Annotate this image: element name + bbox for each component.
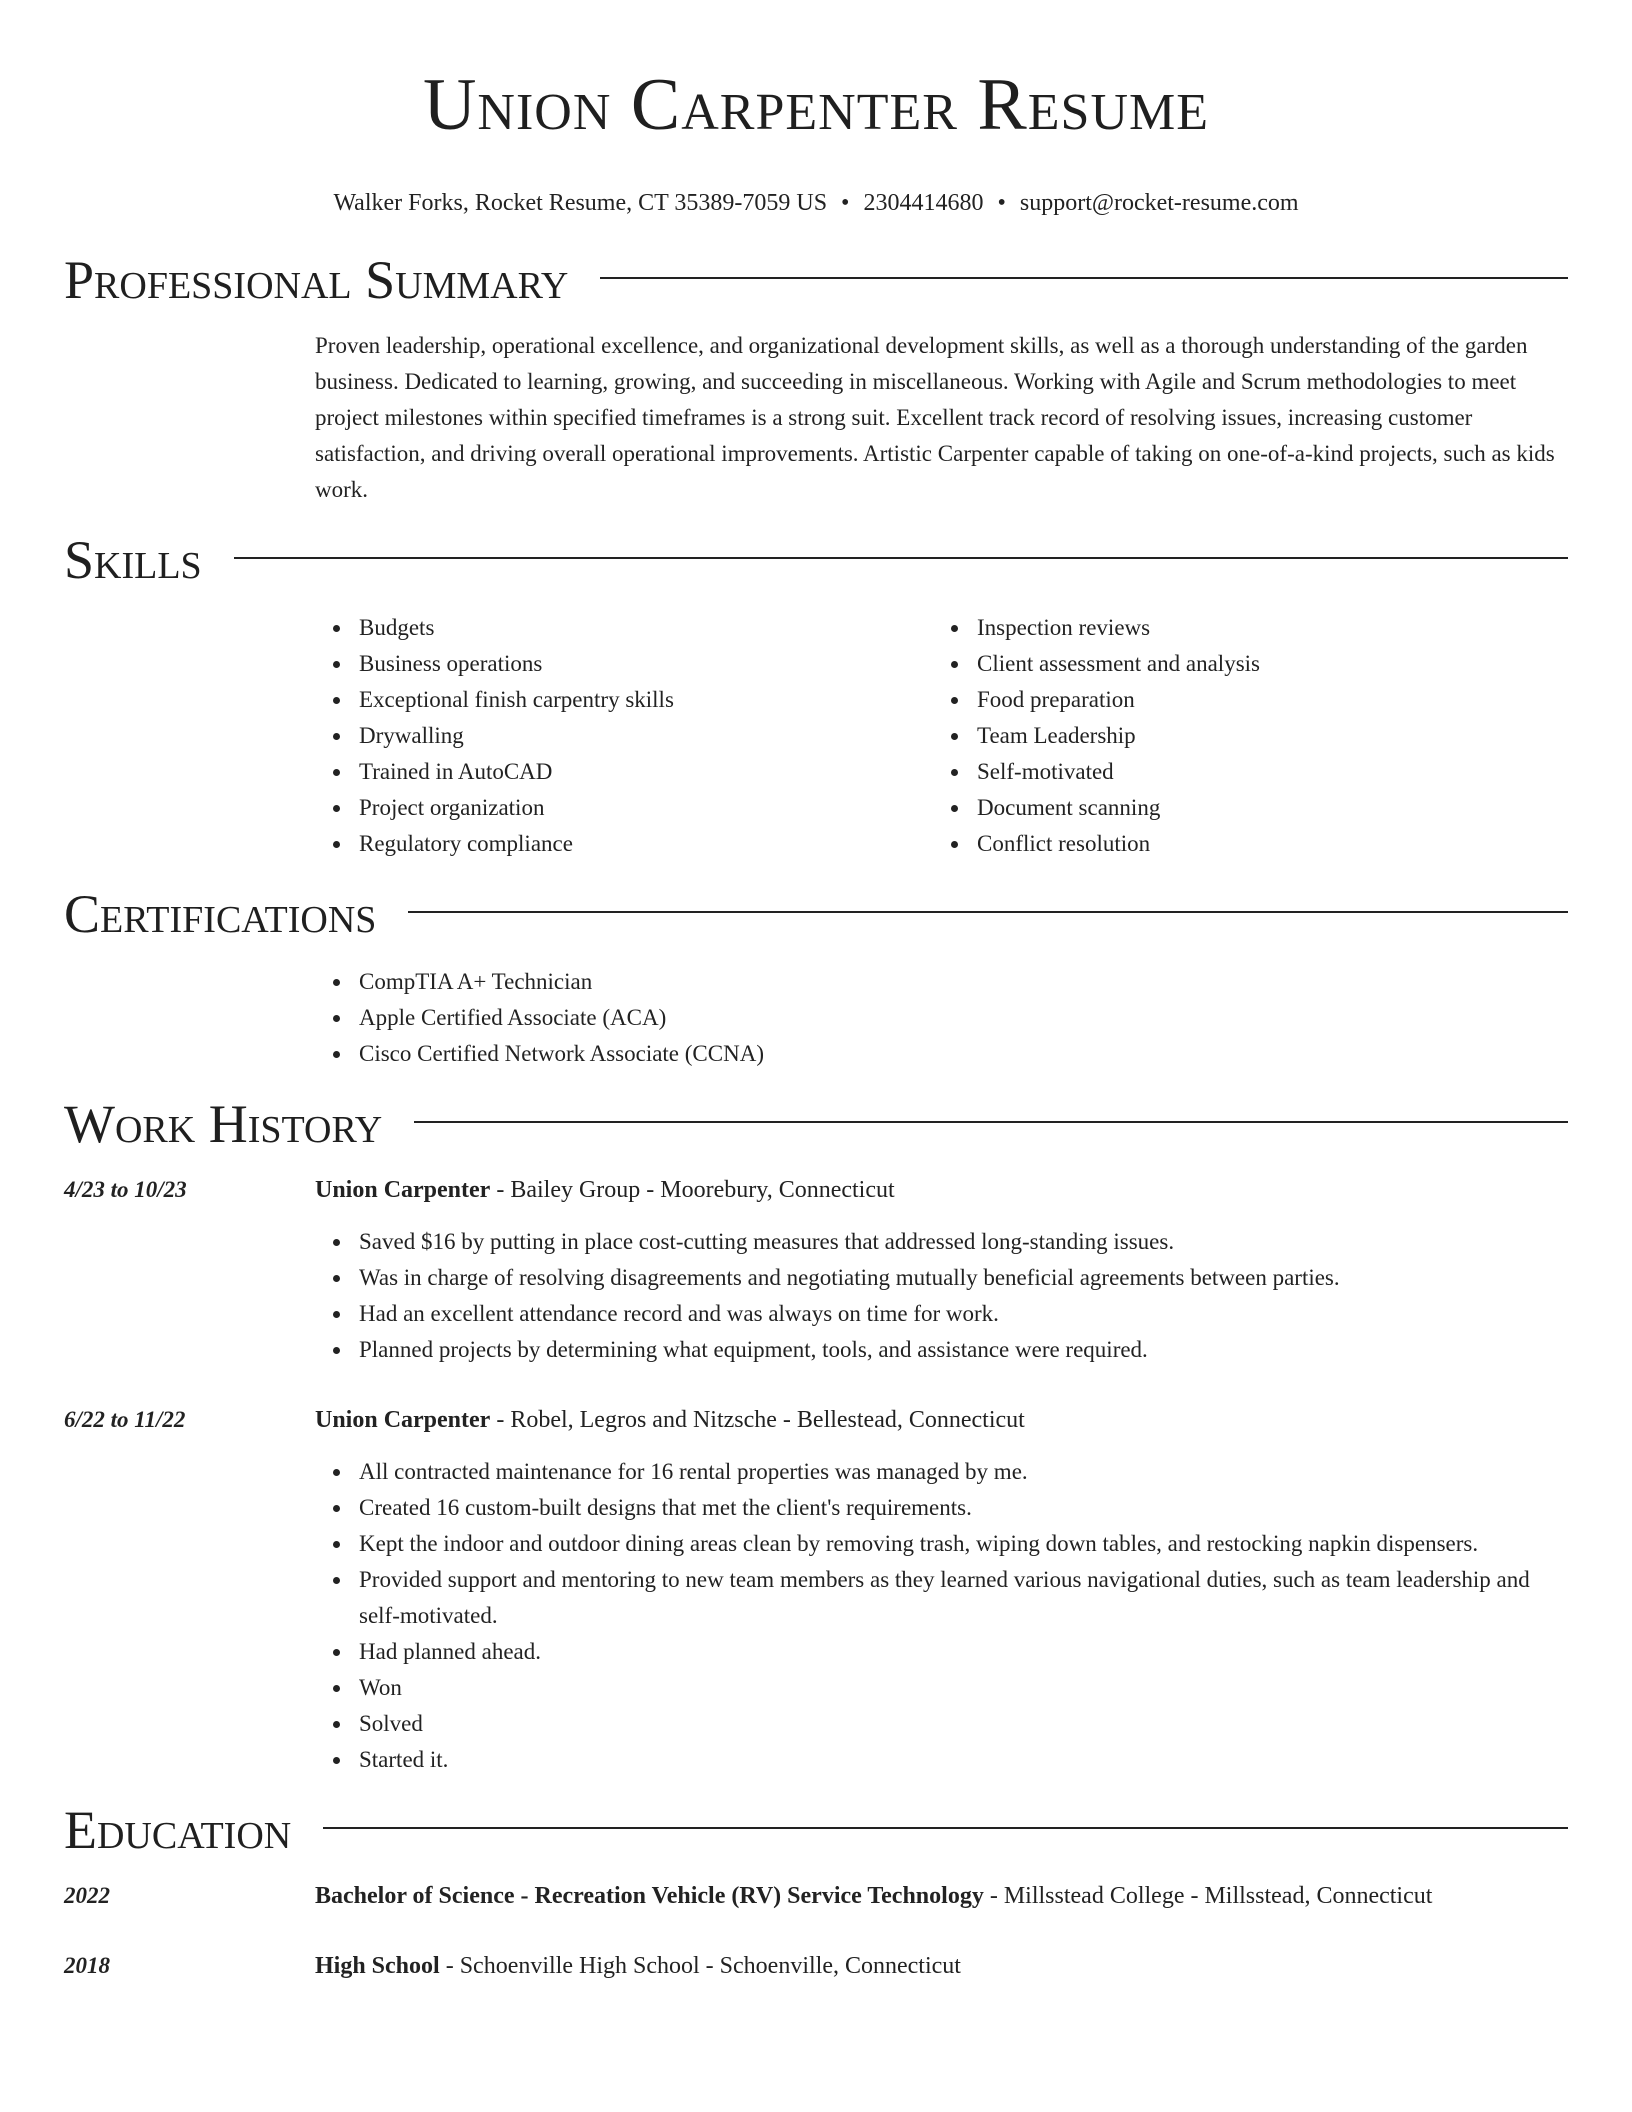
list-item: Won (359, 1670, 1568, 1706)
list-item: Budgets (359, 610, 933, 646)
list-item: Regulatory compliance (359, 826, 933, 862)
section-divider (600, 277, 1568, 279)
education-year: 2022 (64, 1883, 110, 1908)
education-entry (64, 1948, 1568, 1984)
skills-column-left (315, 610, 933, 862)
list-item: Drywalling (359, 718, 933, 754)
job-title: Union Carpenter (315, 1177, 491, 1203)
list-item: All contracted maintenance for 16 rental properties was managed by me. (359, 1454, 1568, 1490)
skills-list-left (315, 610, 933, 862)
list-item: Apple Certified Associate (ACA) (359, 1000, 1568, 1036)
summary-header (64, 252, 1568, 308)
section-divider (414, 1121, 1568, 1123)
list-item: Document scanning (977, 790, 1551, 826)
education-year: 2018 (64, 1953, 110, 1978)
list-item: Started it. (359, 1742, 1568, 1778)
summary-text: Proven leadership, operational excellence, and organizational development skills, as well as a thorough understanding of the garden business. Dedicated to learning, growing, and succeeding in miscellaneous. Working with Agile and Scrum methodologies to meet project milestones within specified timeframes is a strong suit. Excellent track record of resolving issues, increasing customer satisfaction, and driving overall operational improvements. Artistic Carpenter capable of taking on one-of-a-kind projects, such as kids work. (315, 333, 1555, 502)
summary-section (64, 252, 1568, 508)
education-line (315, 1948, 1568, 1984)
list-item: Kept the indoor and outdoor dining areas clean by removing trash, wiping down tables, and restocking napkin dispensers. (359, 1526, 1568, 1562)
job-duties (315, 1454, 1568, 1778)
job-employer: - Bailey Group - Moorebury, Connecticut (490, 1177, 895, 1203)
list-item: Saved $16 by putting in place cost-cutting measures that addressed long-standing issues. (359, 1224, 1568, 1260)
list-item: Had an excellent attendance record and was always on time for work. (359, 1296, 1568, 1332)
job-title: Union Carpenter (315, 1407, 491, 1433)
contact-line (64, 188, 1568, 218)
contact-phone[interactable]: 2304414680 (863, 190, 984, 216)
education-line (315, 1878, 1568, 1914)
resume-title: Union Carpenter Resume (422, 64, 1210, 146)
list-item: Created 16 custom-built designs that met the client's requirements. (359, 1490, 1568, 1526)
contact-email[interactable]: support@rocket-resume.com (1019, 190, 1299, 216)
education-degree: High School (315, 1953, 440, 1979)
list-item: Was in charge of resolving disagreements and negotiating mutually beneficial agreements between parties. (359, 1260, 1568, 1296)
job-employer: - Robel, Legros and Nitzsche - Bellestead, Connecticut (490, 1407, 1025, 1433)
section-divider (408, 911, 1568, 913)
contact-separator: • (997, 190, 1006, 216)
list-item: Had planned ahead. (359, 1634, 1568, 1670)
education-degree: Bachelor of Science - Recreation Vehicle (RV) Service Technology (315, 1883, 984, 1909)
section-heading: Work History (64, 1094, 383, 1154)
certifications-header (64, 886, 1568, 942)
education-section (64, 1802, 1568, 1984)
list-item: CompTIA A+ Technician (359, 964, 1568, 1000)
job-body (315, 1172, 1568, 1368)
list-item: Conflict resolution (977, 826, 1551, 862)
work-history-section (64, 1096, 1568, 1778)
education-entry (64, 1878, 1568, 1914)
education-header (64, 1802, 1568, 1858)
education-body (315, 1948, 1568, 1984)
skills-column-right (933, 610, 1551, 862)
job-title-line (315, 1402, 1568, 1438)
skills-grid (315, 610, 1568, 862)
list-item: Food preparation (977, 682, 1551, 718)
job-entry (64, 1172, 1568, 1368)
list-item: Provided support and mentoring to new team members as they learned various navigational duties, such as team leadership and self-motivated. (359, 1562, 1568, 1634)
education-body (315, 1878, 1568, 1914)
list-item: Cisco Certified Network Associate (CCNA) (359, 1036, 1568, 1072)
list-item: Client assessment and analysis (977, 646, 1551, 682)
section-heading: Education (64, 1800, 292, 1860)
contact-separator: • (841, 190, 850, 216)
certifications-body (315, 964, 1568, 1072)
list-item: Team Leadership (977, 718, 1551, 754)
section-divider (323, 1827, 1568, 1829)
job-dates: 6/22 to 11/22 (64, 1407, 186, 1432)
education-school: - Millsstead College - Millsstead, Connecticut (983, 1883, 1433, 1909)
section-heading: Certifications (64, 884, 377, 944)
education-school: - Schoenville High School - Schoenville, Connecticut (439, 1953, 961, 1979)
list-item: Inspection reviews (977, 610, 1551, 646)
skills-section (64, 532, 1568, 862)
list-item: Planned projects by determining what equipment, tools, and assistance were required. (359, 1332, 1568, 1368)
job-duties (315, 1224, 1568, 1368)
section-heading: Professional Summary (64, 250, 569, 310)
section-divider (234, 557, 1568, 559)
skills-header (64, 532, 1568, 588)
skills-list-right (933, 610, 1551, 862)
list-item: Exceptional finish carpentry skills (359, 682, 933, 718)
list-item: Solved (359, 1706, 1568, 1742)
contact-address: Walker Forks, Rocket Resume, CT 35389-7059 US (333, 190, 828, 216)
job-body (315, 1402, 1568, 1778)
certifications-list (315, 964, 1568, 1072)
list-item: Self-motivated (977, 754, 1551, 790)
job-entry (64, 1402, 1568, 1778)
list-item: Trained in AutoCAD (359, 754, 933, 790)
certifications-section (64, 886, 1568, 1072)
list-item: Project organization (359, 790, 933, 826)
job-title-line (315, 1172, 1568, 1208)
section-heading: Skills (64, 530, 202, 590)
list-item: Business operations (359, 646, 933, 682)
work-history-header (64, 1096, 1568, 1152)
job-dates: 4/23 to 10/23 (64, 1177, 187, 1202)
